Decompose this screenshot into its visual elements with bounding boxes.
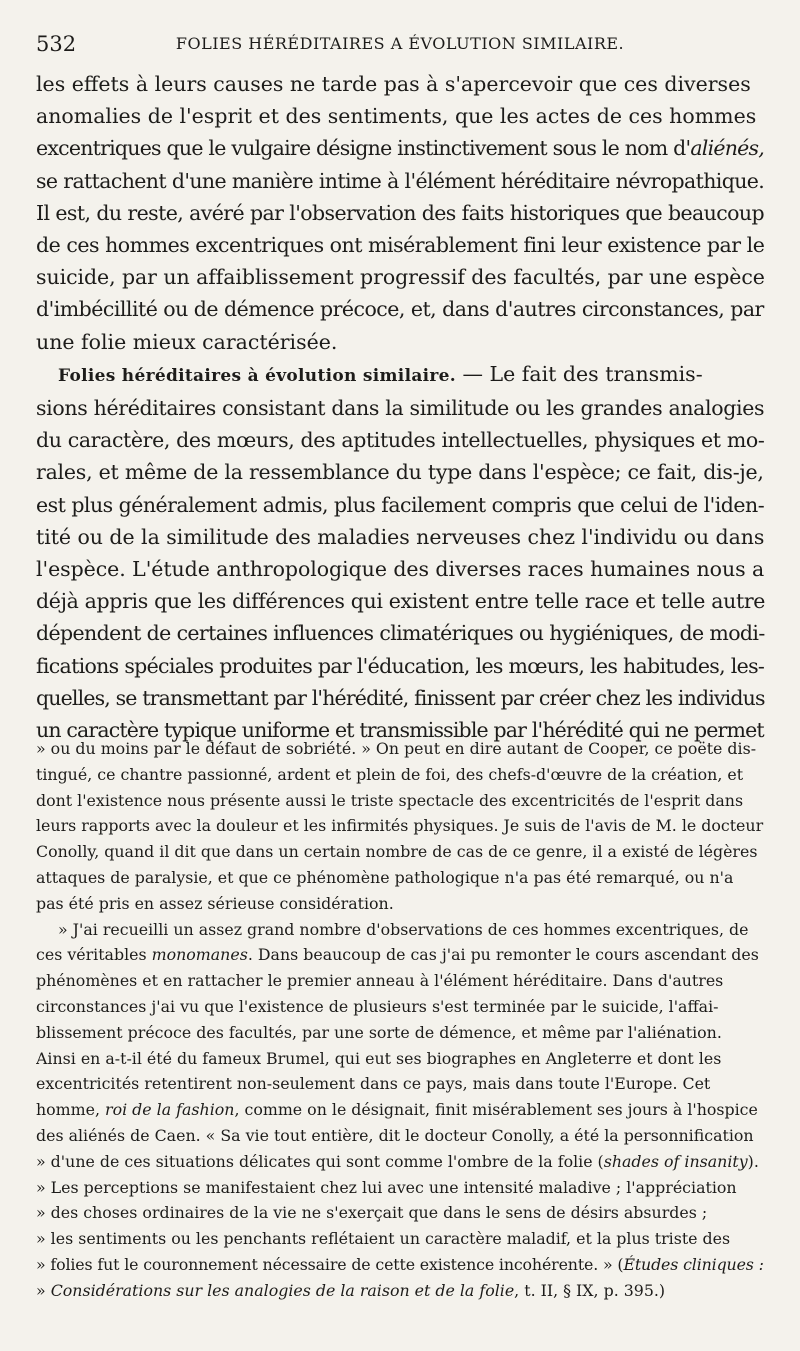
footnote-line: blissement précoce des facultés, par une sorte de démence, et même par l'aliénation. xyxy=(36,1022,722,1042)
footnote-line: pas été pris en assez sérieuse considération. xyxy=(36,893,394,913)
main-text xyxy=(36,68,764,746)
text-line: Il est, du reste, avéré par l'observation des faits historiques que beaucoup xyxy=(36,200,765,225)
paragraph xyxy=(36,358,764,746)
page-header xyxy=(36,28,764,60)
italic-term: aliénés, xyxy=(690,136,764,161)
text-line: quelles, se transmettant par l'hérédité, finissent par créer chez les individus xyxy=(36,685,765,710)
italic-term: shades of insanity xyxy=(603,1151,748,1171)
footnote-line: » ou du moins par le défaut de sobriété. » On peut en dire autant de Cooper, ce poëte dis- xyxy=(36,739,757,758)
text-line: d'imbécillité ou de démence précoce, et, dans d'autres circonstances, par xyxy=(36,297,764,322)
footnote-line: Conolly, quand il dit que dans un certain nombre de cas de ce genre, il a existé de légères xyxy=(36,842,758,862)
footnote-line: homme, roi de la fashion, comme on le désignait, finit misérablement ses jours à l'hospice xyxy=(36,1100,758,1120)
italic-term: monomanes xyxy=(151,945,248,965)
footnote-line: » J'ai recueilli un assez grand nombre d'observations de ces hommes excentriques, de xyxy=(58,919,749,939)
text-line: fications spéciales produites par l'éducation, les mœurs, les habitudes, les- xyxy=(36,653,765,678)
footnote-block xyxy=(36,917,764,1304)
text-line: de ces hommes excentriques ont misérablement fini leur existence par le xyxy=(36,233,765,258)
text-line: les effets à leurs causes ne tarde pas à s'apercevoir que ces diverses xyxy=(36,72,751,96)
italic-term: Études cliniques : xyxy=(623,1254,764,1274)
section-heading: Folies héréditaires à évolution similaire. xyxy=(58,365,456,386)
footnote-block xyxy=(36,736,764,917)
running-title: FOLIES HÉRÉDITAIRES A ÉVOLUTION SIMILAIRE. xyxy=(175,34,625,53)
italic-term: roi de la fashion xyxy=(105,1100,235,1120)
footnote-line: » Considérations sur les analogies de la raison et de la folie, t. II, § IX, p. 395.) xyxy=(36,1280,666,1300)
footnote-line: ces véritables monomanes. Dans beaucoup de cas j'ai pu remonter le cours ascendant des xyxy=(36,945,759,965)
footnote-line: circonstances j'ai vu que l'existence de plusieurs s'est terminée par le suicide, l'affai- xyxy=(36,996,719,1016)
text-line: tité ou de la similitude des maladies nerveuses chez l'individu ou dans xyxy=(36,524,765,549)
text-line: Folies héréditaires à évolution similaire. — Le fait des transmis- xyxy=(58,361,703,386)
footnote-line: » folies fut le couronnement nécessaire de cette existence incohérente. » (Études cliniques : xyxy=(36,1254,764,1274)
paragraph xyxy=(36,68,764,358)
footnotes xyxy=(36,736,764,1304)
page-number: 532 xyxy=(36,32,77,56)
italic-term: Considérations sur les analogies de la raison et de la folie xyxy=(50,1280,515,1300)
footnote-line: leurs rapports avec la douleur et les infirmités physiques. Je suis de l'avis de M. le docteur xyxy=(36,816,764,836)
text-line: excentriques que le vulgaire désigne instinctivement sous le nom d'aliénés, xyxy=(36,136,764,161)
footnote-line: Ainsi en a-t-il été du fameux Brumel, qui eut ses biographes en Angleterre et dont les xyxy=(36,1048,722,1068)
footnote-line: dont l'existence nous présente aussi le triste spectacle des excentricités de l'esprit dans xyxy=(36,790,744,810)
text-line: se rattachent d'une manière intime à l'élément héréditaire névropathique. xyxy=(36,168,765,193)
footnote-line: attaques de paralysie, et que ce phénomène pathologique n'a pas été remarqué, ou n'a xyxy=(36,867,734,887)
text-line: une folie mieux caractérisée. xyxy=(36,329,338,354)
footnote-line: » d'une de ces situations délicates qui sont comme l'ombre de la folie (shades of insanity). xyxy=(36,1151,759,1171)
text-line: du caractère, des mœurs, des aptitudes intellectuelles, physiques et mo- xyxy=(36,428,765,453)
footnote-line: » Les perceptions se manifestaient chez lui avec une intensité maladive ; l'appréciation xyxy=(36,1177,737,1197)
text-line: suicide, par un affaiblissement progressif des facultés, par une espèce xyxy=(36,265,765,290)
footnote-line: excentricités retentirent non-seulement dans ce pays, mais dans toute l'Europe. Cet xyxy=(36,1074,711,1094)
text-line: l'espèce. L'étude anthropologique des diverses races humaines nous a xyxy=(36,557,765,582)
text-line: rales, et même de la ressemblance du type dans l'espèce; ce fait, dis-je, xyxy=(36,460,764,485)
footnote-line: phénomènes et en rattacher le premier anneau à l'élément héréditaire. Dans d'autres xyxy=(36,971,724,991)
text-line: sions héréditaires consistant dans la similitude ou les grandes analogies xyxy=(36,396,765,421)
footnote-line: » les sentiments ou les penchants reflétaient un caractère maladif, et la plus triste des xyxy=(36,1229,731,1249)
text-line: anomalies de l'esprit et des sentiments, que les actes de ces hommes xyxy=(36,104,757,129)
footnote-line: des aliénés de Caen. « Sa vie tout entière, dit le docteur Conolly, a été la personnification xyxy=(36,1125,754,1145)
text-line: déjà appris que les différences qui existent entre telle race et telle autre xyxy=(36,589,766,614)
text-line: dépendent de certaines influences climatériques ou hygiéniques, de modi- xyxy=(36,621,765,646)
footnote-line: tingué, ce chantre passionné, ardent et plein de foi, des chefs-d'œuvre de la création, et xyxy=(36,764,744,784)
text-line: un caractère typique uniforme et transmissible par l'hérédité qui ne permet xyxy=(36,718,764,743)
footnote-line: » des choses ordinaires de la vie ne s'exerçait que dans le sens de désirs absurdes ; xyxy=(36,1203,708,1223)
text-line: est plus généralement admis, plus facilement compris que celui de l'iden- xyxy=(36,492,765,517)
